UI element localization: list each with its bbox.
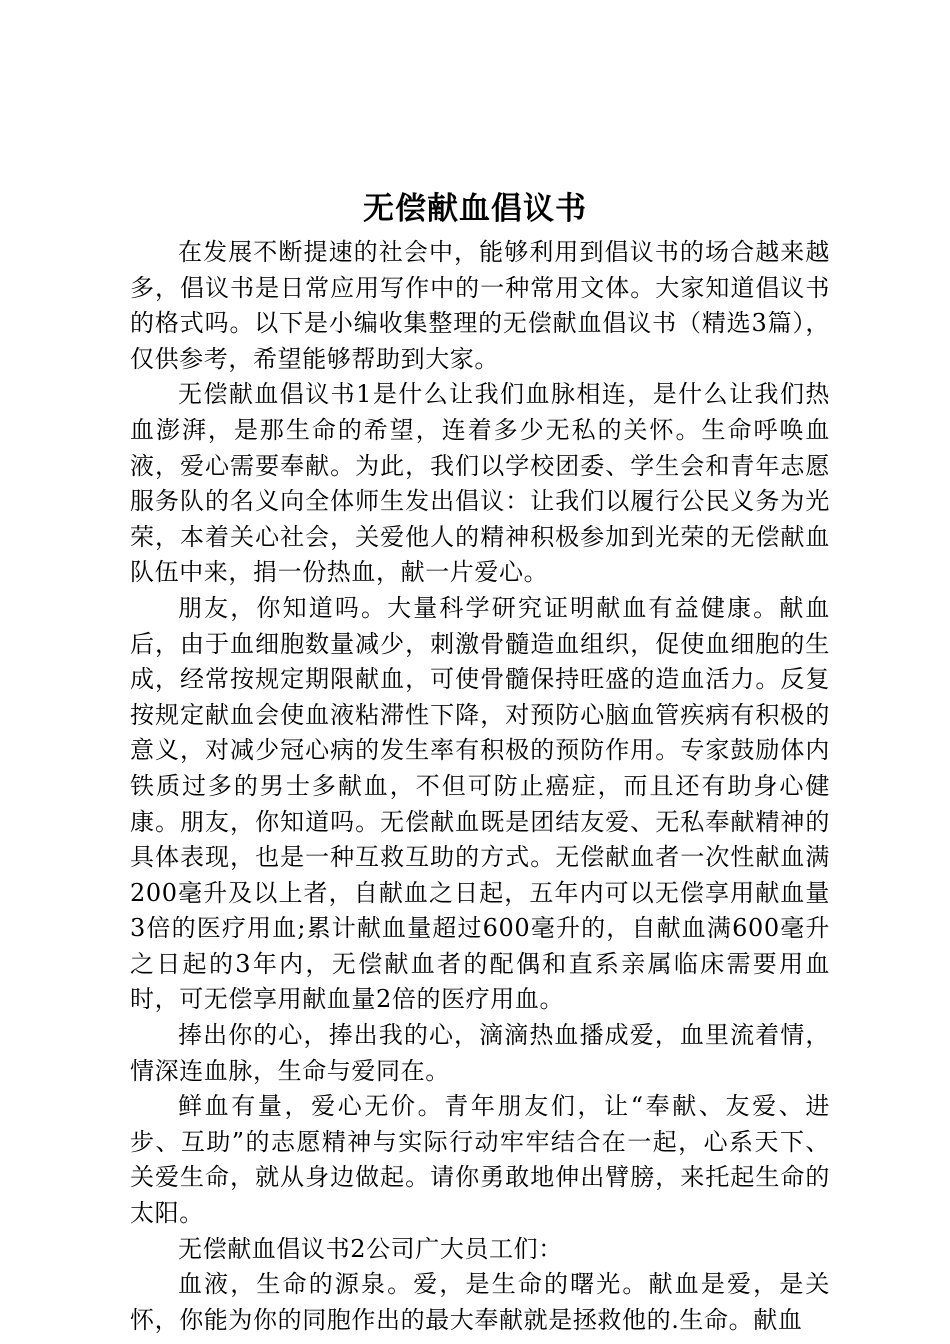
paragraph-proposal-1: 无偿献血倡议书1是什么让我们血脉相连，是什么让我们热血澎湃，是那生命的希望，连着多少无私的关怀。生命呼唤血液，爱心需要奉献。为此，我们以学校团委、学生会和青年志愿服务队的名义向全体师生发出倡议：让我们以履行公民义务为光荣，本着关心社会，关爱他人的精神积极参加到光荣的无偿献血队伍中来，捐一份热血，献一片爱心。 — [130, 380, 830, 587]
paragraph-proposal-2-body: 血液，生命的源泉。爱，是生命的曙光。献血是爱，是关怀，你能为你的同胞作出的最大奉献就是拯救他的.生命。献血 — [130, 1270, 830, 1334]
paragraph-call-to-action: 鲜血有量，爱心无价。青年朋友们，让“奉献、友爱、进步、互助”的志愿精神与实际行动牢牢结合在一起，心系天下、关爱生命，就从身边做起。请你勇敢地伸出臂膀，来托起生命的太阳。 — [130, 1092, 830, 1228]
paragraph-heart: 捧出你的心，捧出我的心，滴滴热血播成爱，血里流着情，情深连血脉，生命与爱同在。 — [130, 1021, 830, 1085]
document-body — [130, 235, 830, 1338]
document-title: 无偿献血倡议书 — [363, 191, 587, 227]
paragraph-intro: 在发展不断提速的社会中，能够利用到倡议书的场合越来越多，倡议书是日常应用写作中的一种常用文体。大家知道倡议书的格式吗。以下是小编收集整理的无偿献血倡议书（精选3篇），仅供参考，希望能够帮助到大家。 — [130, 238, 830, 373]
paragraph-health-benefits: 朋友，你知道吗。大量科学研究证明献血有益健康。献血后，由于血细胞数量减少，刺激骨髓造血组织，促使血细胞的生成，经常按规定期限献血，可使骨髓保持旺盛的造血活力。反复按规定献血会使血液粘滞性下降，对预防心脑血管疾病有积极的意义，对减少冠心病的发生率有积极的预防作用。专家鼓励体内铁质过多的男士多献血，不但可防止癌症，而且还有助身心健康。朋友，你知道吗。无偿献血既是团结友爱、无私奉献精神的具体表现，也是一种互救互助的方式。无偿献血者一次性献血满200毫升及以上者，自献血之日起，五年内可以无偿享用献血量3倍的医疗用血;累计献血量超过600毫升的，自献血满600毫升之日起的3年内，无偿献血者的配偶和直系亲属临床需要用血时，可无偿享用献血量2倍的医疗用血。 — [130, 593, 830, 1014]
paragraph-proposal-2-heading: 无偿献血倡议书2公司广大员工们： — [178, 1234, 563, 1263]
